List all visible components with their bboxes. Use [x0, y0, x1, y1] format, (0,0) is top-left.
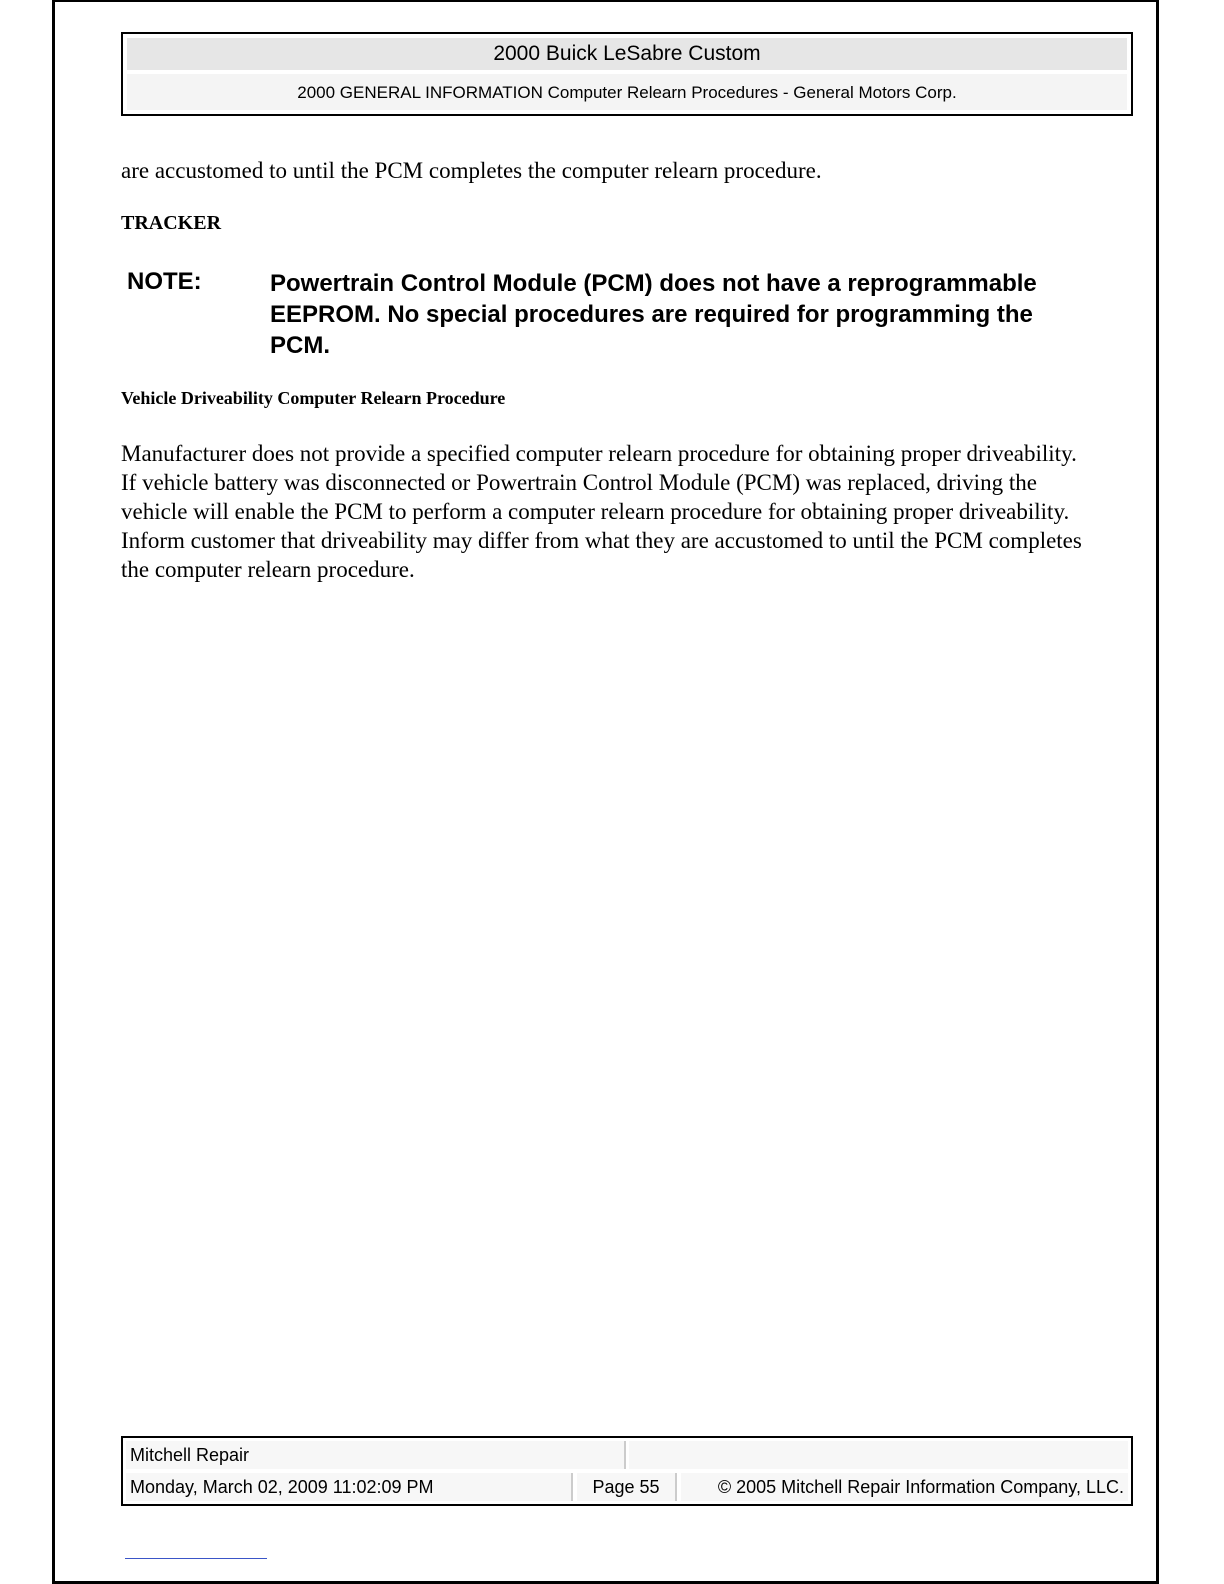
document-subtitle: 2000 GENERAL INFORMATION Computer Relearn Procedures - General Motors Corp. [127, 74, 1127, 110]
document-title: 2000 Buick LeSabre Custom [127, 38, 1127, 70]
footer-brand: Mitchell Repair [126, 1441, 626, 1469]
footer-date: Monday, March 02, 2009 11:02:09 PM [126, 1473, 573, 1501]
footer-copyright: © 2005 Mitchell Repair Information Company, LLC. [681, 1473, 1128, 1501]
document-header [121, 32, 1133, 116]
page-border-top [52, 0, 1159, 2]
document-footer [121, 1436, 1133, 1506]
sub-heading: Vehicle Driveability Computer Relearn Procedure [121, 388, 506, 408]
page-border-right [1156, 0, 1159, 1584]
footer-empty-cell [629, 1441, 1128, 1469]
section-heading: TRACKER [121, 212, 222, 234]
procedure-paragraph: Manufacturer does not provide a specified computer relearn procedure for obtaining proper driveability. If vehicle battery was disconnected or Powertrain Control Module (PCM) was replaced, driving the vehicle will enable the PCM to perform a computer relearn procedure for obtaining proper driveability. Inform customer that driveability may differ from what they are accustomed to until the PCM completes the computer relearn procedure. [121, 441, 1082, 582]
note-label: NOTE: [127, 268, 202, 295]
note-text: Powertrain Control Module (PCM) does not have a reprogrammable EEPROM. No special procedures are required for programming the PCM. [270, 270, 1037, 359]
bottom-link-underline [125, 1558, 267, 1559]
continued-paragraph: are accustomed to until the PCM completes the computer relearn procedure. [121, 158, 822, 183]
page-border-left [52, 0, 55, 1584]
footer-page-number: Page 55 [577, 1473, 677, 1501]
